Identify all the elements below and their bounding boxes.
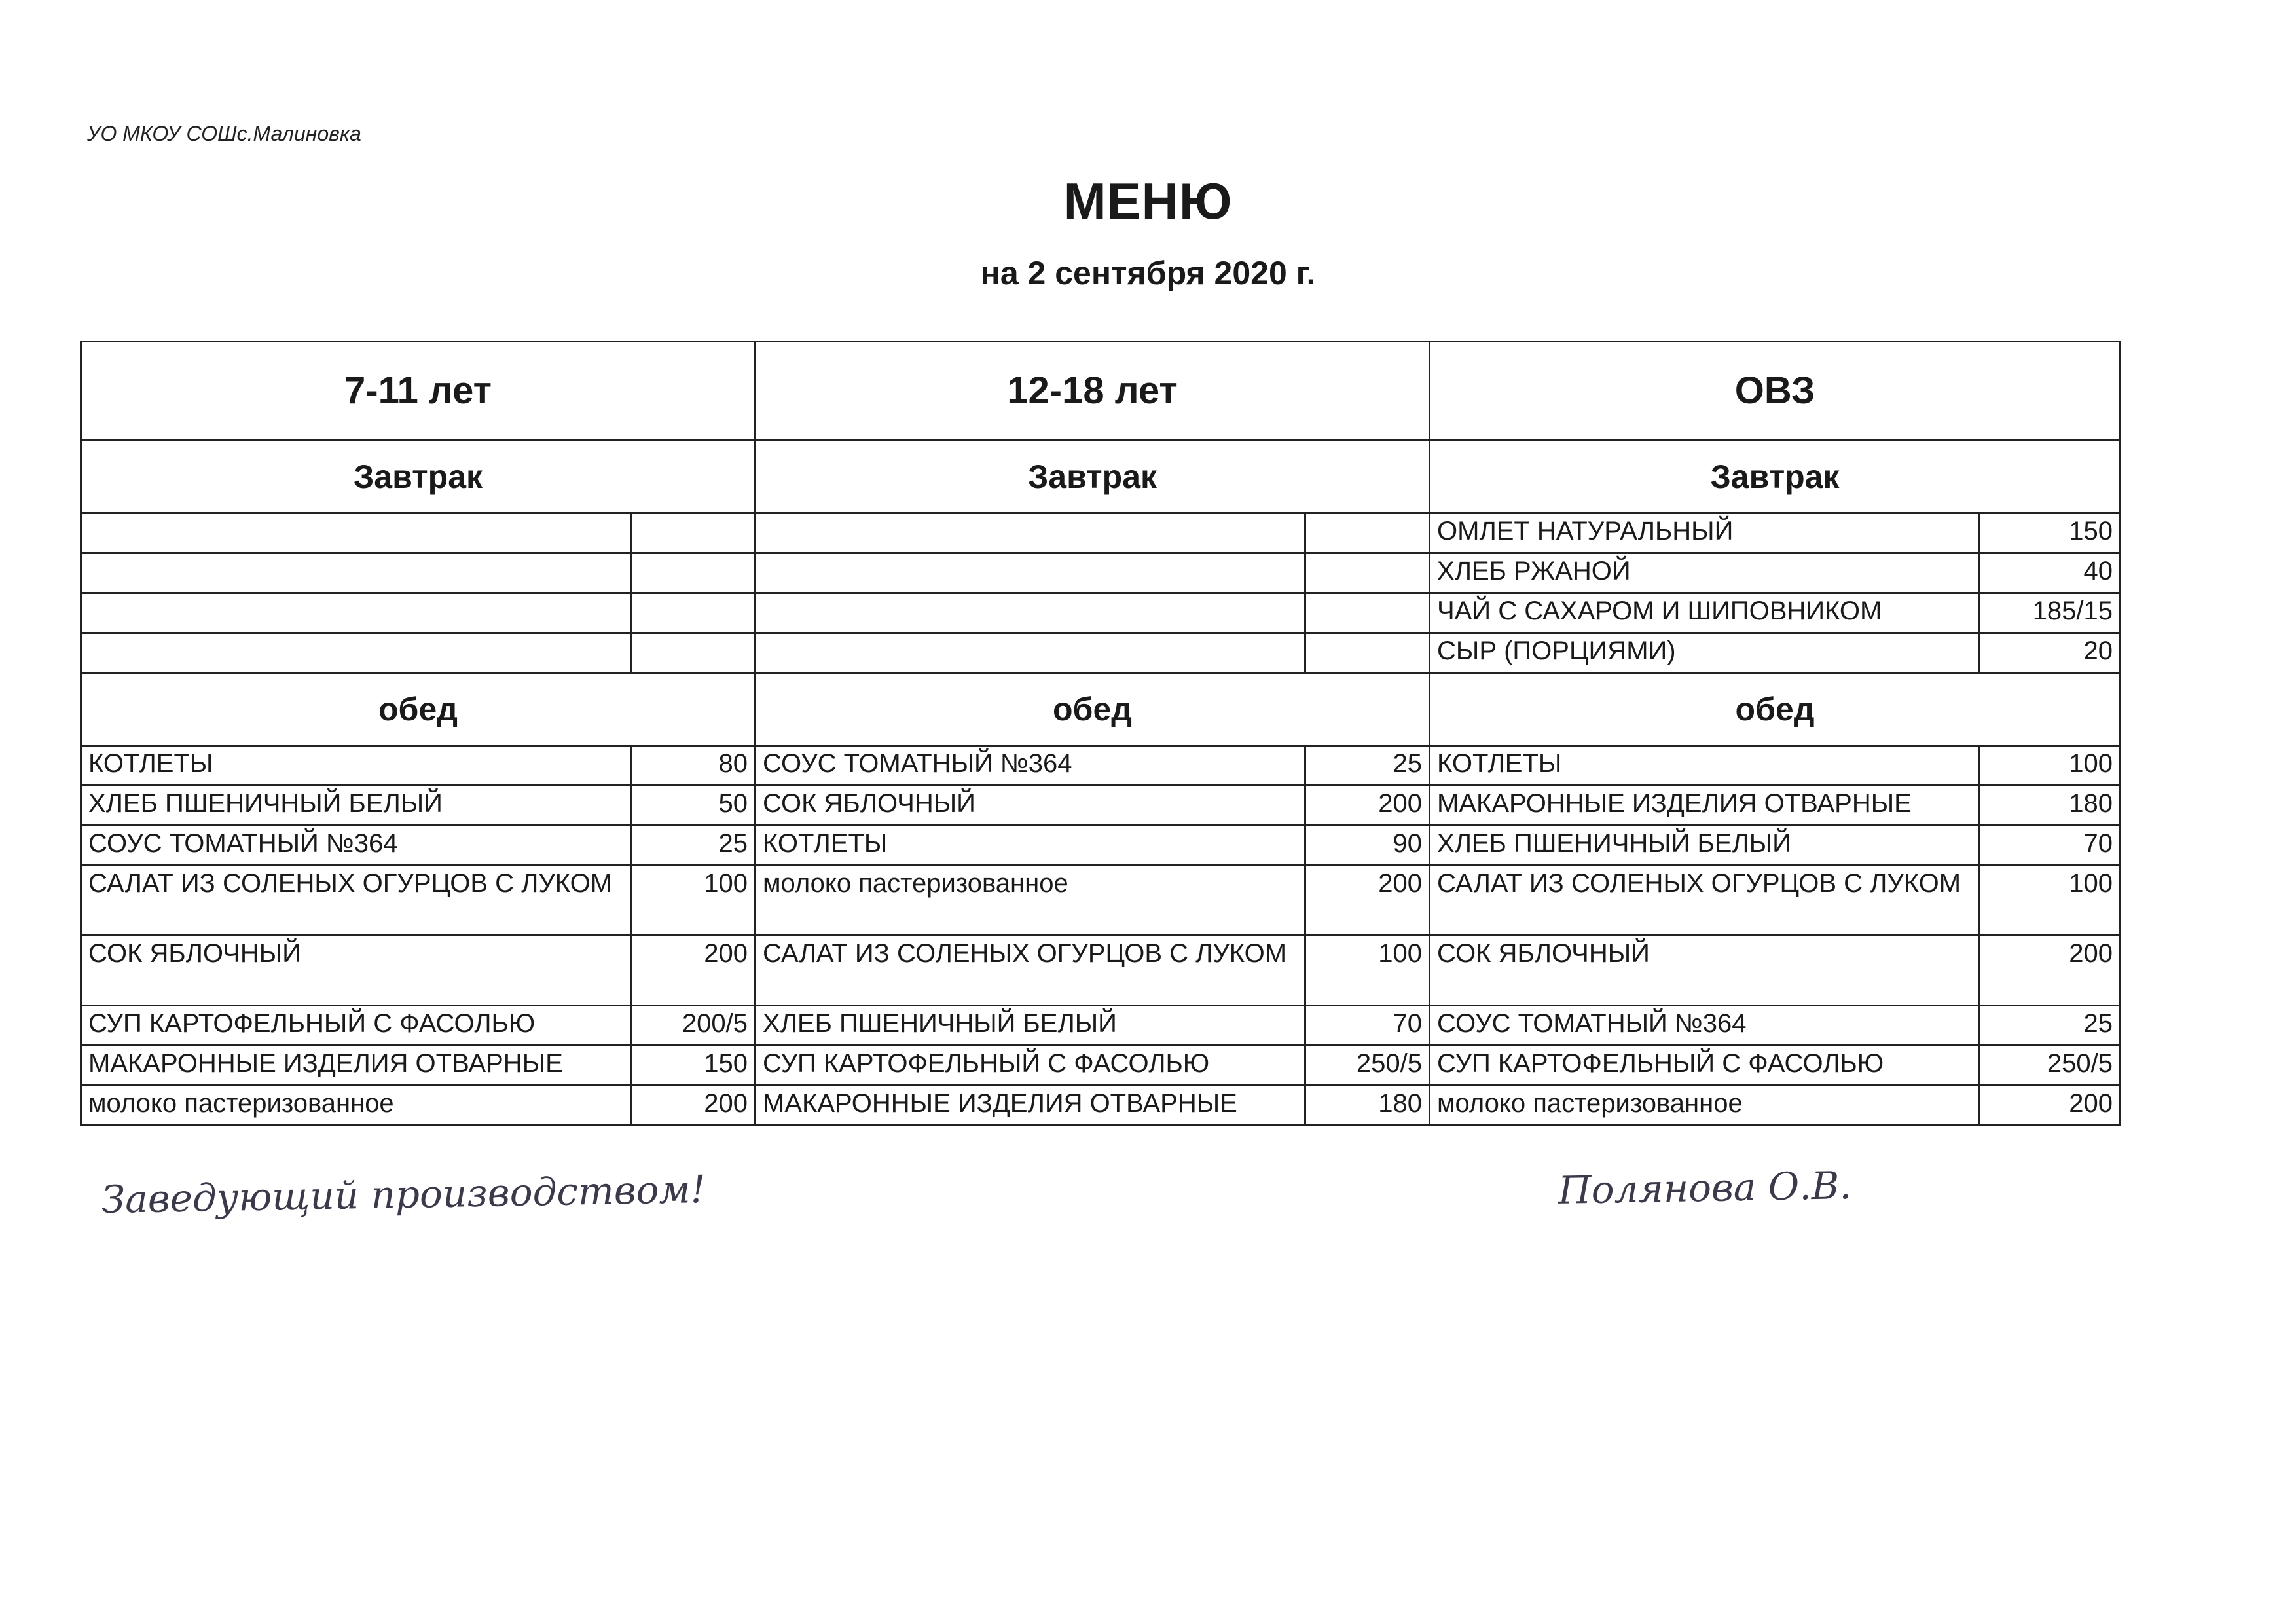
dish-qty: 200 [1305,866,1430,936]
dish-name: САЛАТ ИЗ СОЛЕНЫХ ОГУРЦОВ С ЛУКОМ [81,866,631,936]
menu-table [80,341,2121,1126]
dish-name: СУП КАРТОФЕЛЬНЫЙ С ФАСОЛЬЮ [81,1006,631,1046]
table-row [81,866,2121,936]
dish-qty: 20 [1980,633,2121,673]
dish-name: КОТЛЕТЫ [1430,746,1980,786]
dish-qty: 70 [1980,826,2121,866]
dish-qty: 25 [631,826,756,866]
lunch-label: обед [81,673,756,746]
dish-qty: 100 [1305,936,1430,1006]
dish-qty: 185/15 [1980,593,2121,633]
dish-name: КОТЛЕТЫ [756,826,1305,866]
dish-name: молоко пастеризованное [81,1086,631,1126]
dish-qty: 70 [1305,1006,1430,1046]
dish-name [756,593,1305,633]
dish-qty: 200 [631,1086,756,1126]
table-row [81,513,2121,553]
dish-qty: 180 [1305,1086,1430,1126]
dish-qty: 40 [1980,553,2121,593]
dish-name: ХЛЕБ ПШЕНИЧНЫЙ БЕЛЫЙ [756,1006,1305,1046]
dish-name: СОК ЯБЛОЧНЫЙ [756,786,1305,826]
dish-qty [631,633,756,673]
lunch-label: обед [1430,673,2121,746]
dish-qty: 80 [631,746,756,786]
dish-name: МАКАРОННЫЕ ИЗДЕЛИЯ ОТВАРНЫЕ [1430,786,1980,826]
breakfast-label-row [81,441,2121,513]
organization-name: УО МКОУ СОШс.Малиновка [87,122,361,145]
dish-qty: 250/5 [1980,1046,2121,1086]
dish-name: СУП КАРТОФЕЛЬНЫЙ С ФАСОЛЬЮ [756,1046,1305,1086]
table-row [81,1086,2121,1126]
dish-qty: 25 [1305,746,1430,786]
dish-qty [1305,593,1430,633]
dish-name: СУП КАРТОФЕЛЬНЫЙ С ФАСОЛЬЮ [1430,1046,1980,1086]
signature-name: Полянова О.В. [1558,1163,1852,1213]
dish-qty: 150 [631,1046,756,1086]
dish-qty: 100 [631,866,756,936]
dish-name: молоко пастеризованное [1430,1086,1980,1126]
dish-name: ХЛЕБ ПШЕНИЧНЫЙ БЕЛЫЙ [81,786,631,826]
table-row [81,593,2121,633]
breakfast-label: Завтрак [756,441,1430,513]
age-group-header: 12-18 лет [756,342,1430,441]
dish-name: ОМЛЕТ НАТУРАЛЬНЫЙ [1430,513,1980,553]
table-row [81,746,2121,786]
dish-qty [631,553,756,593]
dish-qty: 200 [1980,936,2121,1006]
dish-qty: 250/5 [1305,1046,1430,1086]
dish-name [81,593,631,633]
dish-name: ЧАЙ С САХАРОМ И ШИПОВНИКОМ [1430,593,1980,633]
age-group-row [81,342,2121,441]
dish-name [81,513,631,553]
dish-qty [631,593,756,633]
table-row [81,786,2121,826]
age-group-header: 7-11 лет [81,342,756,441]
signature-role: Заведующий производством! [101,1166,706,1223]
dish-name [756,553,1305,593]
dish-name: молоко пастеризованное [756,866,1305,936]
dish-qty [1305,633,1430,673]
dish-name [81,553,631,593]
dish-qty: 180 [1980,786,2121,826]
dish-qty: 50 [631,786,756,826]
dish-qty: 90 [1305,826,1430,866]
breakfast-label: Завтрак [1430,441,2121,513]
dish-name: СОУС ТОМАТНЫЙ №364 [756,746,1305,786]
dish-name: СОУС ТОМАТНЫЙ №364 [81,826,631,866]
dish-name: СОК ЯБЛОЧНЫЙ [81,936,631,1006]
dish-qty: 200 [631,936,756,1006]
lunch-label: обед [756,673,1430,746]
dish-qty: 100 [1980,746,2121,786]
dish-qty: 150 [1980,513,2121,553]
table-row [81,1006,2121,1046]
dish-name: СОК ЯБЛОЧНЫЙ [1430,936,1980,1006]
dish-name: ХЛЕБ ПШЕНИЧНЫЙ БЕЛЫЙ [1430,826,1980,866]
table-row [81,936,2121,1006]
table-row [81,826,2121,866]
dish-qty: 200 [1980,1086,2121,1126]
dish-name [756,513,1305,553]
dish-name [81,633,631,673]
dish-name: СОУС ТОМАТНЫЙ №364 [1430,1006,1980,1046]
dish-qty: 25 [1980,1006,2121,1046]
age-group-header: ОВЗ [1430,342,2121,441]
lunch-label-row [81,673,2121,746]
menu-date: на 2 сентября 2020 г. [980,255,1316,291]
table-row [81,553,2121,593]
dish-qty [1305,513,1430,553]
dish-name: КОТЛЕТЫ [81,746,631,786]
breakfast-label: Завтрак [81,441,756,513]
page-title: МЕНЮ [1063,172,1233,230]
dish-name [756,633,1305,673]
dish-name: САЛАТ ИЗ СОЛЕНЫХ ОГУРЦОВ С ЛУКОМ [756,936,1305,1006]
dish-name: МАКАРОННЫЕ ИЗДЕЛИЯ ОТВАРНЫЕ [81,1046,631,1086]
dish-qty [631,513,756,553]
dish-qty: 100 [1980,866,2121,936]
dish-name: ХЛЕБ РЖАНОЙ [1430,553,1980,593]
dish-qty: 200/5 [631,1006,756,1046]
dish-name: МАКАРОННЫЕ ИЗДЕЛИЯ ОТВАРНЫЕ [756,1086,1305,1126]
dish-qty [1305,553,1430,593]
dish-name: СЫР (ПОРЦИЯМИ) [1430,633,1980,673]
table-row [81,1046,2121,1086]
dish-qty: 200 [1305,786,1430,826]
table-row [81,633,2121,673]
dish-name: САЛАТ ИЗ СОЛЕНЫХ ОГУРЦОВ С ЛУКОМ [1430,866,1980,936]
